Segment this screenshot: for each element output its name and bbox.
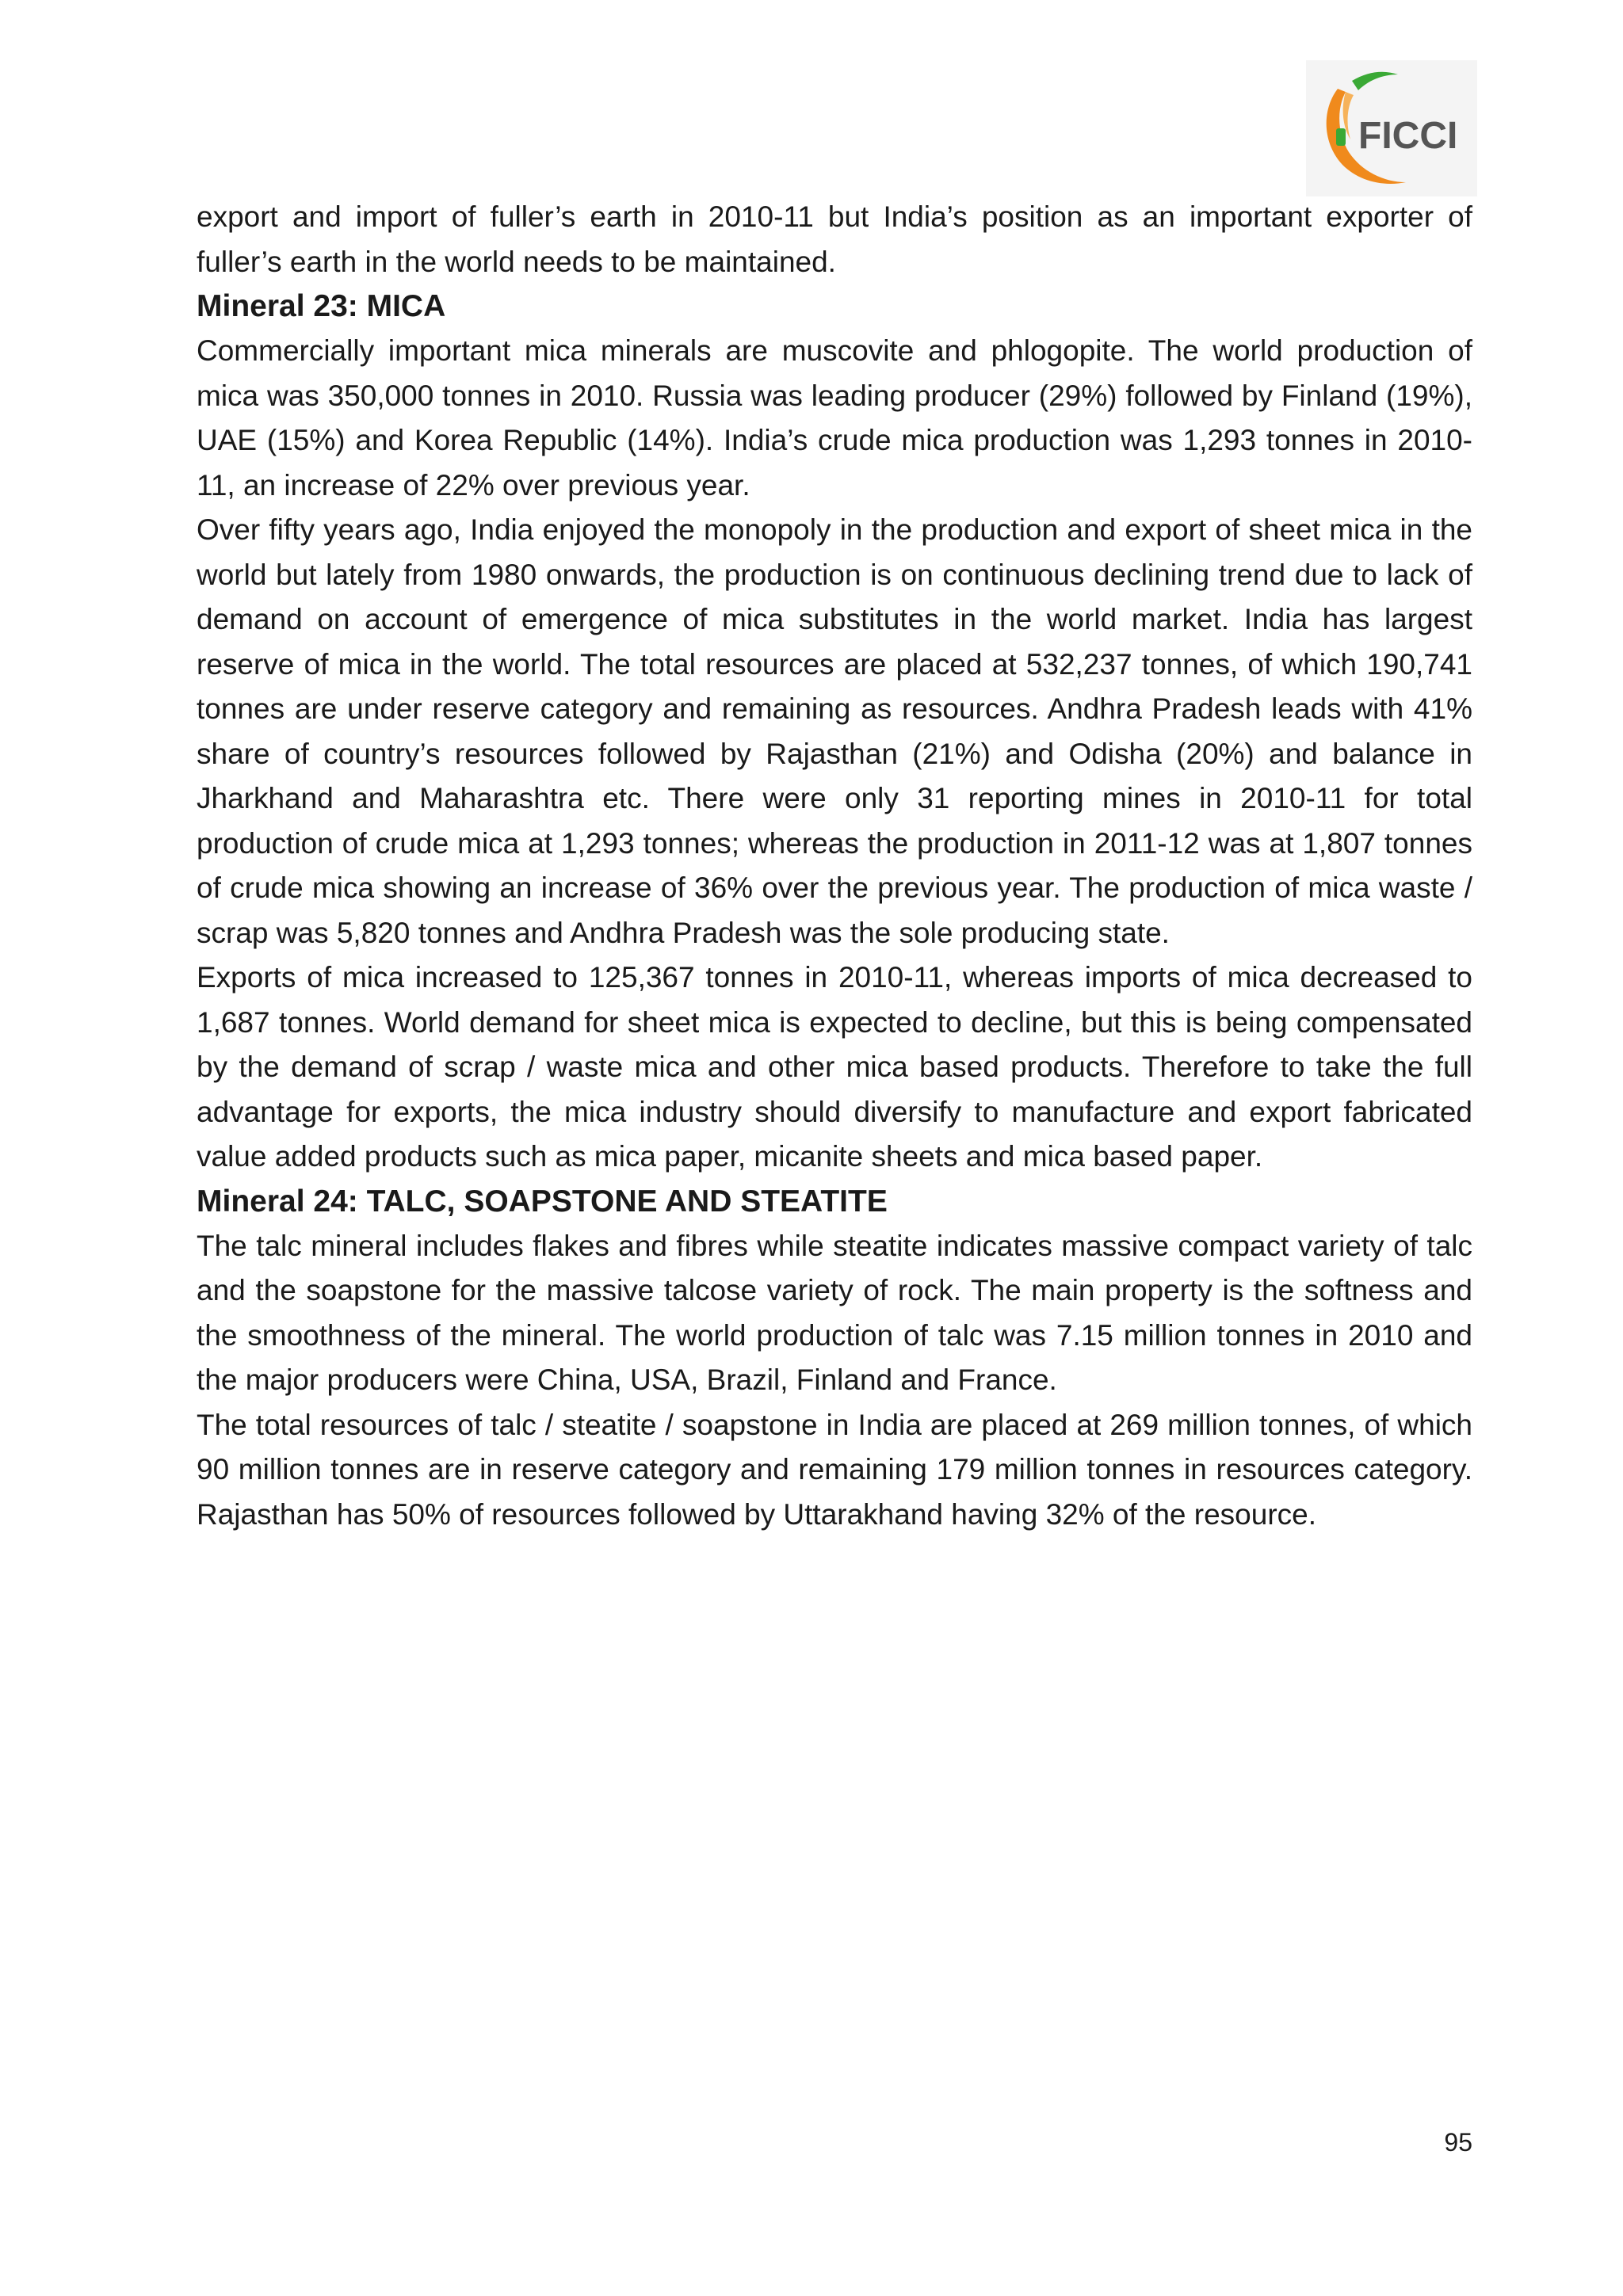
- ficci-logo: [1306, 60, 1477, 196]
- mica-paragraph-2: Over fifty years ago, India enjoyed the monopoly in the production and export of sheet mica in the world but lately from 1980 onwards, the production is on continuous declining trend due to lack of demand on account of emergence of mica substitutes in the world market. India has largest reserve of mica in the world. The total resources are placed at 532,237 tonnes, of which 190,741 tonnes are under reserve category and remaining as resources. Andhra Pradesh leads with 41% share of country’s resources followed by Rajasthan (21%) and Odisha (20%) and balance in Jharkhand and Maharashtra etc. There were only 31 reporting mines in 2010-11 for total production of crude mica at 1,293 tonnes; whereas the production in 2011-12 was at 1,807 tonnes of crude mica showing an increase of 36% over the previous year. The production of mica waste / scrap was 5,820 tonnes and Andhra Pradesh was the sole producing state.: [197, 513, 1472, 949]
- mica-paragraph-3: Exports of mica increased to 125,367 tonnes in 2010-11, whereas imports of mica decreased to 1,687 tonnes. World demand for sheet mica is expected to decline, but this is being compensated by the demand of scrap / waste mica and other mica based products. Therefore to take the full advantage for exports, the mica industry should diversify to manufacture and export fabricated value added products such as mica paper, micanite sheets and mica based paper.: [197, 961, 1472, 1173]
- section-heading-talc: Mineral 24: TALC, SOAPSTONE AND STEATITE: [197, 1184, 888, 1219]
- ficci-logo-text: FICCI: [1358, 115, 1458, 157]
- page-number: 95: [1444, 2128, 1472, 2157]
- page-content: [197, 195, 1472, 1537]
- intro-paragraph: export and import of fuller’s earth in 2010-11 but India’s position as an important exporter of fuller’s earth in the world needs to be maintained.: [197, 200, 1472, 278]
- talc-paragraph-2: The total resources of talc / steatite / soapstone in India are placed at 269 million tonnes, of which 90 million tonnes are in reserve category and remaining 179 million tonnes in resources category. Rajasthan has 50% of resources followed by Uttarakhand having 32% of the resource.: [197, 1408, 1472, 1531]
- talc-paragraph-1: The talc mineral includes flakes and fibres while steatite indicates massive compact variety of talc and the soapstone for the massive talcose variety of rock. The main property is the softness and the smoothness of the mineral. The world production of talc was 7.15 million tonnes in 2010 and the major producers were China, USA, Brazil, Finland and France.: [197, 1229, 1472, 1396]
- mica-paragraph-1: Commercially important mica minerals are muscovite and phlogopite. The world production of mica was 350,000 tonnes in 2010. Russia was leading producer (29%) followed by Finland (19%), UAE (15%) and Korea Republic (14%). India’s crude mica production was 1,293 tonnes in 2010-11, an increase of 22% over previous year.: [197, 334, 1472, 502]
- section-heading-mica: Mineral 23: MICA: [197, 289, 446, 323]
